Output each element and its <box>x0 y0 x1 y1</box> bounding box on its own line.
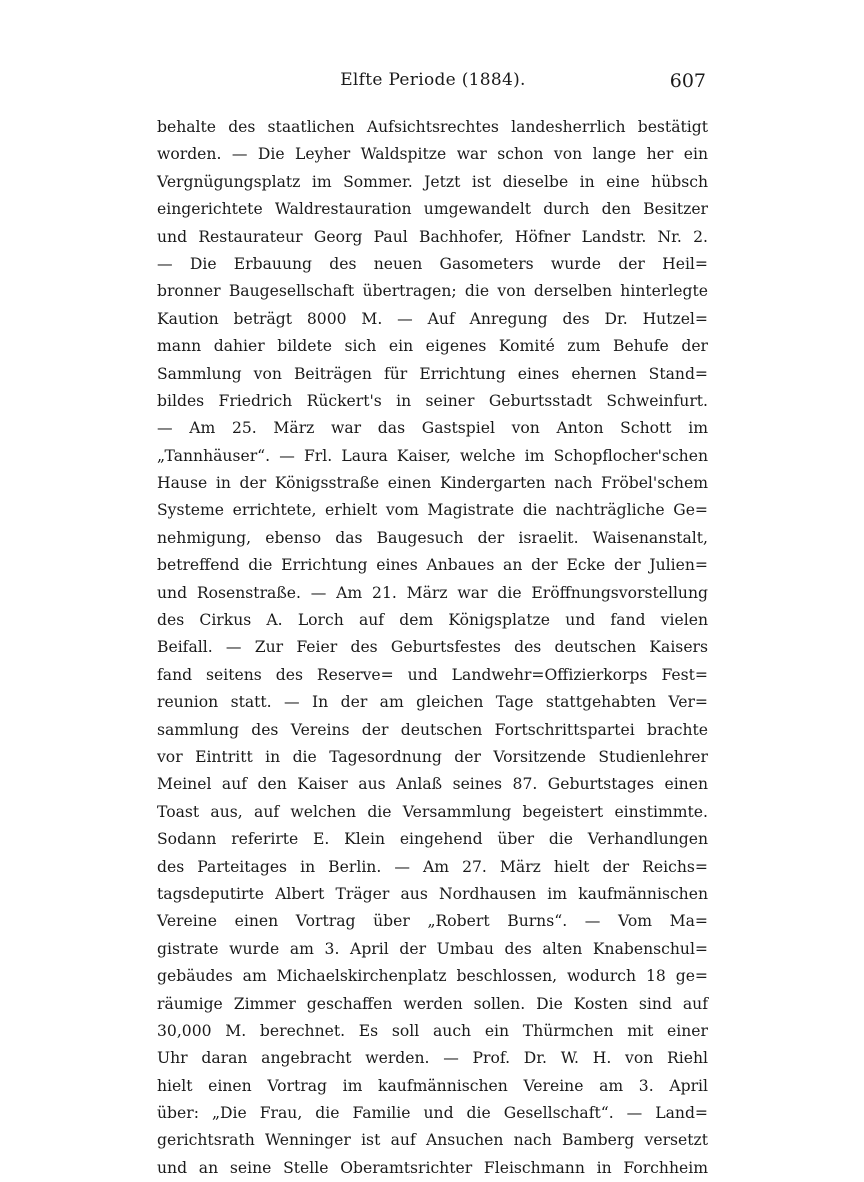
text-line: und Rosenstraße. — Am 21. März war die Eröffnungsvorstellung <box>157 583 708 602</box>
text-line: gistrate wurde am 3. April der Umbau des alten Knabenschul= <box>157 939 708 958</box>
text-line: Meinel auf den Kaiser aus Anlaß seines 87. Geburtstages einen <box>157 775 708 794</box>
body-text <box>157 114 708 1182</box>
text-line: betreffend die Errichtung eines Anbaues an der Ecke der Julien= <box>157 556 708 575</box>
text-line: — Die Erbauung des neuen Gasometers wurde der Heil= <box>157 254 708 273</box>
text-line: Hause in der Königsstraße einen Kindergarten nach Fröbel'schem <box>157 474 708 493</box>
text-line: fand seitens des Reserve= und Landwehr=Offizierkorps Fest= <box>157 665 708 684</box>
text-line: über: „Die Frau, die Familie und die Gesellschaft“. — Land= <box>157 1104 708 1123</box>
text-line: reunion statt. — In der am gleichen Tage stattgehabten Ver= <box>157 693 708 712</box>
text-line: „Tannhäuser“. — Frl. Laura Kaiser, welche im Schopflocher'schen <box>157 446 708 465</box>
text-line: sammlung des Vereins der deutschen Fortschrittspartei brachte <box>157 720 708 739</box>
text-line: und an seine Stelle Oberamtsrichter Fleischmann in Forchheim <box>157 1158 708 1177</box>
text-line: räumige Zimmer geschaffen werden sollen. Die Kosten sind auf <box>157 994 708 1013</box>
text-line: des Parteitages in Berlin. — Am 27. März hielt der Reichs= <box>157 857 708 876</box>
text-line: nehmigung, ebenso das Baugesuch der israelit. Waisenanstalt, <box>157 528 708 547</box>
text-line: Systeme errichtete, erhielt vom Magistrate die nachträgliche Ge= <box>157 501 708 520</box>
text-line: Vergnügungsplatz im Sommer. Jetzt ist dieselbe in eine hübsch <box>157 172 708 191</box>
page-header <box>160 70 706 98</box>
page-number: 607 <box>669 70 706 92</box>
text-line: Sammlung von Beiträgen für Errichtung eines ehernen Stand= <box>157 364 708 383</box>
text-line: Kaution beträgt 8000 M. — Auf Anregung des Dr. Hutzel= <box>157 309 708 328</box>
text-line: Toast aus, auf welchen die Versammlung begeistert einstimmte. <box>157 802 708 821</box>
text-line: Vereine einen Vortrag über „Robert Burns“. — Vom Ma= <box>157 912 708 931</box>
text-line: vor Eintritt in die Tagesordnung der Vorsitzende Studienlehrer <box>157 747 708 766</box>
text-line: gebäudes am Michaelskirchenplatz beschlossen, wodurch 18 ge= <box>157 967 708 986</box>
text-line: tagsdeputirte Albert Träger aus Nordhausen im kaufmännischen <box>157 884 708 903</box>
text-line: worden. — Die Leyher Waldspitze war schon von lange her ein <box>157 145 708 164</box>
text-line: bronner Baugesellschaft übertragen; die von derselben hinterlegte <box>157 282 708 301</box>
text-line: und Restaurateur Georg Paul Bachhofer, Höfner Landstr. Nr. 2. <box>157 227 708 246</box>
text-line: bildes Friedrich Rückert's in seiner Geburtsstadt Schweinfurt. <box>157 391 708 410</box>
text-line: eingerichtete Waldrestauration umgewandelt durch den Besitzer <box>157 200 708 219</box>
text-line: mann dahier bildete sich ein eigenes Komité zum Behufe der <box>157 337 708 356</box>
text-line: hielt einen Vortrag im kaufmännischen Vereine am 3. April <box>157 1076 708 1095</box>
text-line: Beifall. — Zur Feier des Geburtsfestes des deutschen Kaisers <box>157 638 708 657</box>
running-title: Elfte Periode (1884). <box>340 70 526 90</box>
text-line: 30,000 M. berechnet. Es soll auch ein Thürmchen mit einer <box>157 1021 708 1040</box>
text-line: Uhr daran angebracht werden. — Prof. Dr. W. H. von Riehl <box>157 1049 708 1068</box>
text-line: gerichtsrath Wenninger ist auf Ansuchen nach Bamberg versetzt <box>157 1131 708 1150</box>
text-line: Sodann referirte E. Klein eingehend über die Verhandlungen <box>157 830 708 849</box>
text-line: — Am 25. März war das Gastspiel von Anton Schott im <box>157 419 708 438</box>
text-line: des Cirkus A. Lorch auf dem Königsplatze und fand vielen <box>157 611 708 630</box>
text-line: behalte des staatlichen Aufsichtsrechtes landesherrlich bestätigt <box>157 118 708 136</box>
